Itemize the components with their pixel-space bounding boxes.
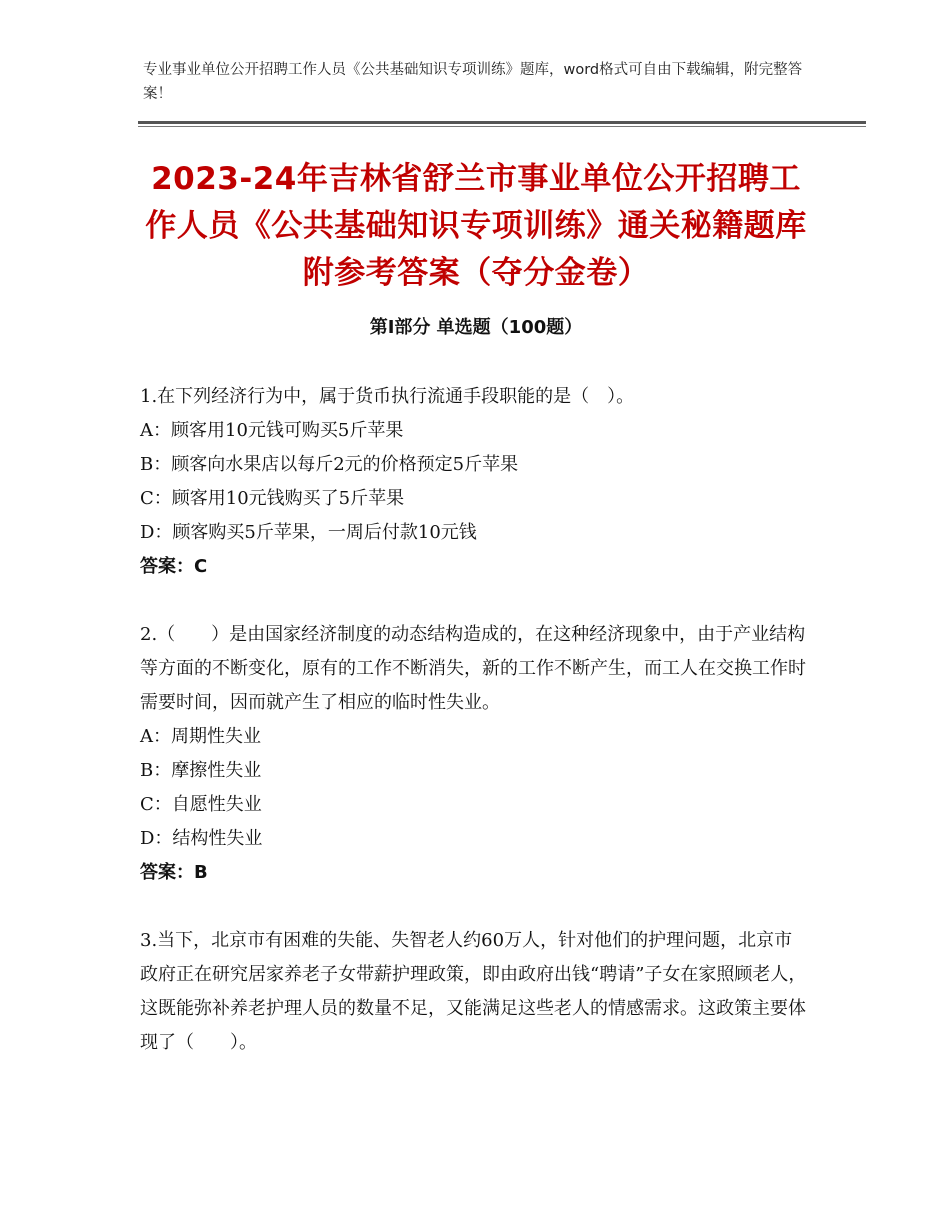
answer: 答案：C xyxy=(140,556,208,577)
option-d: D：顾客购买5斤苹果，一周后付款10元钱 xyxy=(140,522,477,543)
question-text: 2.（ ）是由国家经济制度的动态结构造成的，在这种经济现象中，由于产业结构等方面的不断变化，原有的工作不断消失，新的工作不断产生，而工人在交换工作时需要时间，因而就产生了相应的临时性失业。 xyxy=(140,624,806,713)
option-b: B：摩擦性失业 xyxy=(140,760,262,781)
spacer xyxy=(140,890,808,924)
option-b: B：顾客向水果店以每斤2元的价格预定5斤苹果 xyxy=(140,454,519,475)
header-note: 专业事业单位公开招聘工作人员《公共基础知识专项训练》题库，word格式可自由下载编辑，附完整答案！ xyxy=(143,62,803,102)
question-3 xyxy=(140,924,808,1060)
question-list xyxy=(140,380,808,1060)
question-2 xyxy=(140,618,808,890)
option-c: C：自愿性失业 xyxy=(140,794,262,815)
option-a: A：顾客用10元钱可购买5斤苹果 xyxy=(140,420,404,441)
document-title: 2023-24年吉林省舒兰市事业单位公开招聘工作人员《公共基础知识专项训练》通关秘籍题库附参考答案（夺分金卷） xyxy=(145,161,807,291)
question-text: 1.在下列经济行为中，属于货币执行流通手段职能的是（ ）。 xyxy=(140,386,635,407)
spacer xyxy=(140,584,808,618)
header-rule-thick xyxy=(138,121,866,124)
section-title: 第Ⅰ部分 单选题（100题） xyxy=(369,317,583,338)
option-a: A：周期性失业 xyxy=(140,726,261,747)
question-text: 3.当下，北京市有困难的失能、失智老人约60万人，针对他们的护理问题，北京市政府正在研究居家养老子女带薪护理政策，即由政府出钱“聘请”子女在家照顾老人，这既能弥补养老护理人员的数量不足，又能满足这些老人的情感需求。这政策主要体现了（ ）。 xyxy=(140,930,807,1053)
option-c: C：顾客用10元钱购买了5斤苹果 xyxy=(140,488,405,509)
question-1 xyxy=(140,380,808,584)
header-rule-thin xyxy=(138,126,866,127)
option-d: D：结构性失业 xyxy=(140,828,263,849)
answer: 答案：B xyxy=(140,862,208,883)
